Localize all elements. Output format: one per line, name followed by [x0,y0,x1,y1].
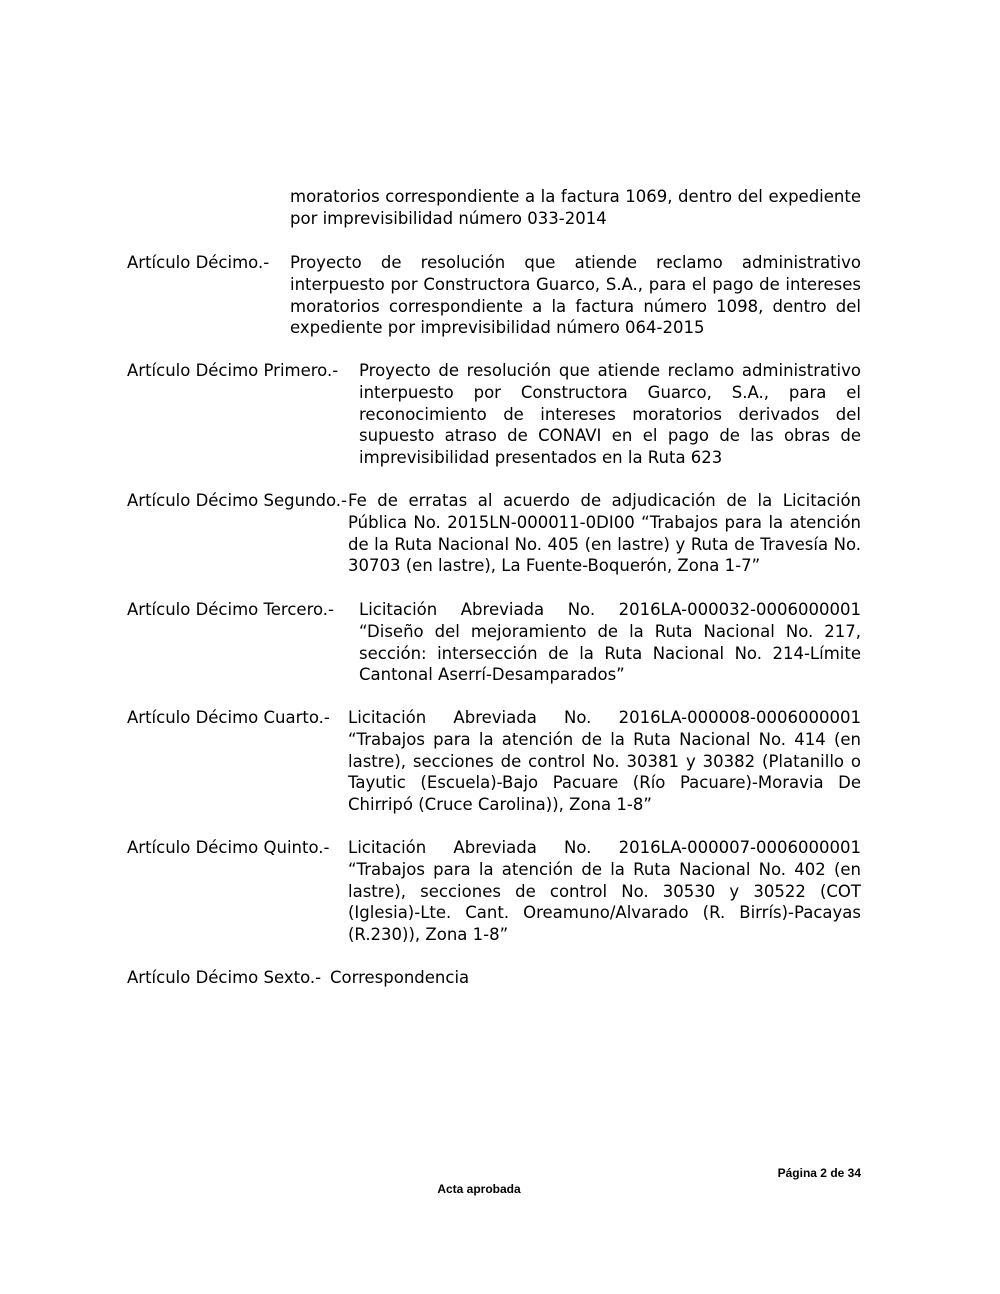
agenda-item-text: Licitación Abreviada No. 2016LA-000007-0006000001 “Trabajos para la atención de la Ruta Nacional No. 402 (en lastre), secciones de control No. 30530 y 30522 (COT (Iglesia)-Lte. Cant. Oreamuno/Alvarado (R. Birrís)-Pacayas (R.230)), Zona 1-8” [348,838,861,945]
agenda-item-label: Artículo Décimo Segundo.- [127,491,347,510]
agenda-item-text: Fe de erratas al acuerdo de adjudicación de la Licitación Pública No. 2015LN-000011-0DI00 “Trabajos para la atención de la Ruta Nacional No. 405 (en lastre) y Ruta de Travesía No. 30703 (en lastre), La Fuente-Boquerón, Zona 1-7” [348,491,861,576]
page-number: Página 2 de 34 [777,1166,861,1180]
agenda-item-text: Proyecto de resolución que atiende reclamo administrativo interpuesto por Constructora Guarco, S.A., para el pago de intereses moratorios correspondiente a la factura número 1098, dentro del expediente por imprevisibilidad número 064-2015 [290,253,861,338]
agenda-item-label: Artículo Décimo Sexto.- [127,968,322,987]
agenda-item-text: Proyecto de resolución que atiende reclamo administrativo interpuesto por Constructora Guarco, S.A., para el reconocimiento de intereses moratorios derivados del supuesto atraso de CONAVI en el pago de las obras de imprevisibilidad presentados en la Ruta 623 [359,361,861,468]
agenda-item-text: Licitación Abreviada No. 2016LA-000008-0006000001 “Trabajos para la atención de la Ruta Nacional No. 414 (en lastre), secciones de control No. 30381 y 30382 (Platanillo o Tayutic (Escuela)-Bajo Pacuare (Río Pacuare)-Moravia De Chirripó (Cruce Carolina)), Zona 1-8” [348,708,861,815]
agenda-item-text: Licitación Abreviada No. 2016LA-000032-0006000001 “Diseño del mejoramiento de la Ruta Nacional No. 217, sección: intersección de la Ruta Nacional No. 214-Límite Cantonal Aserrí-Desamparados” [359,600,861,685]
agenda-item-text: Correspondencia [330,968,470,987]
agenda-item-label: Artículo Décimo Primero.- [127,361,339,380]
agenda-item-label: Artículo Décimo Quinto.- [127,838,330,857]
agenda-item-label: Artículo Décimo.- [127,253,270,272]
agenda-item-label: Artículo Décimo Tercero.- [127,600,334,619]
document-status: Acta aprobada [437,1182,521,1196]
agenda-item-label: Artículo Décimo Cuarto.- [127,708,330,727]
agenda-item-text: moratorios correspondiente a la factura 1069, dentro del expediente por imprevisibilidad número 033-2014 [290,187,861,228]
